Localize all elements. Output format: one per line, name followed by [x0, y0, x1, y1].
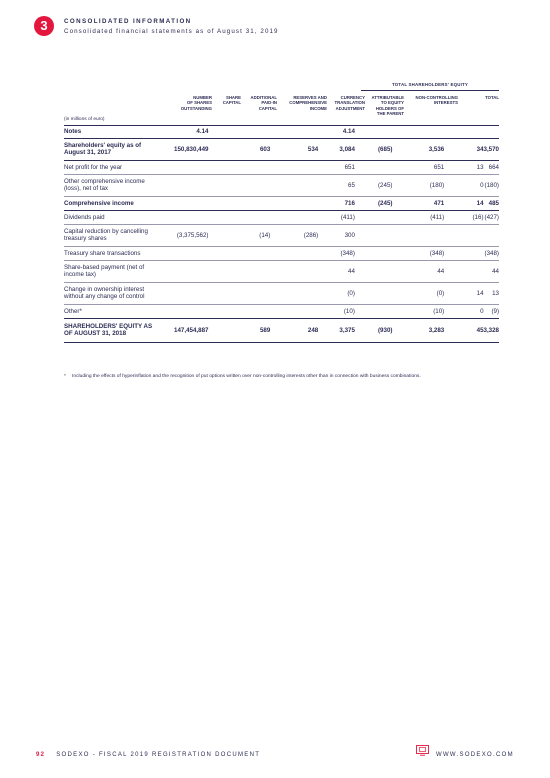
row-label: Shareholders' equity as of August 31, 2017	[64, 138, 158, 160]
cell-non-controlling-interests	[444, 224, 483, 246]
section-title: CONSOLIDATED INFORMATION	[64, 18, 192, 25]
cell-total: (427)	[484, 210, 499, 224]
cell-reserves-comprehensive-income: 3,084	[318, 138, 355, 160]
row-label: Dividends paid	[64, 210, 158, 224]
cell-currency-translation-adjustment	[355, 304, 393, 318]
cell-reserves-comprehensive-income: (411)	[318, 210, 355, 224]
spacer-cell	[208, 160, 235, 174]
cell-currency-translation-adjustment: (685)	[355, 138, 393, 160]
cell-share-capital: (14)	[236, 224, 271, 246]
cell-total	[484, 224, 499, 246]
cell-total: 664	[484, 160, 499, 174]
cell-attributable-parent: 651	[392, 160, 444, 174]
cell-additional-paid-in-capital	[270, 174, 318, 196]
cell-attributable-parent	[392, 224, 444, 246]
table-row	[64, 210, 499, 224]
col-header-shares-outstanding: NUMBER OF SHARES OUTSTANDING	[180, 95, 212, 111]
cell-share-capital	[236, 126, 271, 138]
cell-share-capital	[236, 174, 271, 196]
cell-currency-translation-adjustment	[355, 246, 393, 260]
cell-shares-outstanding	[158, 246, 209, 260]
cell-currency-translation-adjustment	[355, 224, 393, 246]
cell-share-capital	[236, 304, 271, 318]
cell-additional-paid-in-capital	[270, 210, 318, 224]
cell-reserves-comprehensive-income: 4.14	[318, 126, 355, 138]
cell-shares-outstanding	[158, 160, 209, 174]
row-label: Share-based payment (net of income tax)	[64, 260, 158, 282]
cell-shares-outstanding: (3,375,562)	[158, 224, 209, 246]
equity-table	[64, 126, 499, 343]
cell-total: 13	[484, 282, 499, 304]
table-row	[64, 138, 499, 160]
table-row	[64, 318, 499, 342]
group-header: TOTAL SHAREHOLDERS' EQUITY	[391, 82, 468, 87]
cell-non-controlling-interests: 0	[444, 304, 483, 318]
cell-reserves-comprehensive-income: (348)	[318, 246, 355, 260]
cell-reserves-comprehensive-income: 716	[318, 196, 355, 210]
cell-share-capital	[236, 246, 271, 260]
website-link[interactable]: WWW.SODEXO.COM	[436, 752, 514, 758]
row-label: Other comprehensive income (loss), net of tax	[64, 174, 158, 196]
row-label: Notes	[64, 126, 158, 138]
cell-total: 3,570	[484, 138, 499, 160]
cell-reserves-comprehensive-income: 3,375	[318, 318, 355, 342]
cell-reserves-comprehensive-income: 651	[318, 160, 355, 174]
cell-non-controlling-interests: (16)	[444, 210, 483, 224]
cell-shares-outstanding: 150,830,449	[158, 138, 209, 160]
cell-non-controlling-interests: 14	[444, 282, 483, 304]
cell-currency-translation-adjustment	[355, 282, 393, 304]
col-header-currency-translation: CURRENCY TRANSLATION ADJUSTMENT	[334, 95, 365, 111]
col-header-additional-paid-in-capital: ADDITIONAL PAID-IN CAPITAL	[250, 95, 277, 111]
cell-total: 44	[484, 260, 499, 282]
cell-share-capital: 589	[236, 318, 271, 342]
cell-non-controlling-interests	[444, 126, 483, 138]
cell-shares-outstanding: 147,454,887	[158, 318, 209, 342]
cell-non-controlling-interests: 45	[444, 318, 483, 342]
cell-attributable-parent: 44	[392, 260, 444, 282]
cell-non-controlling-interests: 13	[444, 160, 483, 174]
group-header-rule	[361, 90, 499, 91]
table-row	[64, 126, 499, 138]
cell-attributable-parent: (348)	[392, 246, 444, 260]
cell-currency-translation-adjustment: (245)	[355, 196, 393, 210]
cell-additional-paid-in-capital	[270, 196, 318, 210]
cell-currency-translation-adjustment: (930)	[355, 318, 393, 342]
col-header-reserves-comprehensive-income: RESERVES AND COMPREHENSIVE INCOME	[289, 95, 327, 111]
cell-reserves-comprehensive-income: 300	[318, 224, 355, 246]
cell-shares-outstanding	[158, 196, 209, 210]
spacer-cell	[208, 304, 235, 318]
cell-attributable-parent: (0)	[392, 282, 444, 304]
cell-additional-paid-in-capital	[270, 246, 318, 260]
row-label: Capital reduction by cancelling treasury shares	[64, 224, 158, 246]
cell-share-capital: 603	[236, 138, 271, 160]
cell-reserves-comprehensive-income: 44	[318, 260, 355, 282]
cell-currency-translation-adjustment	[355, 260, 393, 282]
col-header-share-capital: SHARE CAPITAL	[222, 95, 241, 106]
row-label: Comprehensive income	[64, 196, 158, 210]
cell-currency-translation-adjustment: (245)	[355, 174, 393, 196]
spacer-cell	[208, 210, 235, 224]
footnote-text: Including the effects of hyperinflation and the recognition of put options written over non-controlling interests other than in connection with business combinations.	[72, 374, 421, 379]
cell-attributable-parent: 3,536	[392, 138, 444, 160]
table-row	[64, 196, 499, 210]
spacer-cell	[208, 174, 235, 196]
cell-shares-outstanding	[158, 282, 209, 304]
cell-shares-outstanding	[158, 174, 209, 196]
cell-shares-outstanding	[158, 260, 209, 282]
col-header-attributable-parent: ATTRIBUTABLE TO EQUITY HOLDERS OF THE PARENT	[371, 95, 404, 117]
cell-reserves-comprehensive-income: (10)	[318, 304, 355, 318]
row-label: Treasury share transactions	[64, 246, 158, 260]
cell-share-capital	[236, 196, 271, 210]
table-row	[64, 174, 499, 196]
footnote-marker: *	[64, 374, 66, 379]
spacer-cell	[208, 126, 235, 138]
cell-reserves-comprehensive-income: 65	[318, 174, 355, 196]
table-row	[64, 260, 499, 282]
table-row	[64, 224, 499, 246]
spacer-cell	[208, 318, 235, 342]
footnote	[64, 373, 494, 380]
cell-attributable-parent: 3,283	[392, 318, 444, 342]
row-label: SHAREHOLDERS' EQUITY AS OF AUGUST 31, 2018	[64, 318, 158, 342]
table-row	[64, 160, 499, 174]
cell-reserves-comprehensive-income: (0)	[318, 282, 355, 304]
cell-shares-outstanding: 4.14	[158, 126, 209, 138]
document-title: SODEXO - FISCAL 2019 REGISTRATION DOCUMENT	[56, 752, 261, 758]
spacer-cell	[208, 224, 235, 246]
cell-attributable-parent	[392, 126, 444, 138]
cell-currency-translation-adjustment	[355, 126, 393, 138]
cell-shares-outstanding	[158, 210, 209, 224]
cell-share-capital	[236, 210, 271, 224]
units-label: (in millions of euro)	[64, 117, 105, 122]
col-header-non-controlling: NON-CONTROLLING INTERESTS	[415, 95, 458, 106]
cell-attributable-parent: (10)	[392, 304, 444, 318]
cell-additional-paid-in-capital: (286)	[270, 224, 318, 246]
spacer-cell	[208, 260, 235, 282]
cell-currency-translation-adjustment	[355, 160, 393, 174]
cell-currency-translation-adjustment	[355, 210, 393, 224]
cell-shares-outstanding	[158, 304, 209, 318]
page-footer	[36, 752, 260, 758]
row-label: Net profit for the year	[64, 160, 158, 174]
cell-additional-paid-in-capital: 248	[270, 318, 318, 342]
cell-attributable-parent: 471	[392, 196, 444, 210]
cell-total: (9)	[484, 304, 499, 318]
spacer-cell	[208, 282, 235, 304]
cell-attributable-parent: (180)	[392, 174, 444, 196]
table-row	[64, 304, 499, 318]
row-label: Change in ownership interest without any change of control	[64, 282, 158, 304]
spacer-cell	[208, 138, 235, 160]
cell-non-controlling-interests	[444, 246, 483, 260]
cell-total: (348)	[484, 246, 499, 260]
spacer-cell	[208, 246, 235, 260]
cell-non-controlling-interests: 0	[444, 174, 483, 196]
cell-total: 3,328	[484, 318, 499, 342]
chapter-badge: 3	[34, 16, 54, 36]
table-row	[64, 282, 499, 304]
cell-share-capital	[236, 260, 271, 282]
page-number: 92	[36, 752, 46, 758]
cell-non-controlling-interests: 34	[444, 138, 483, 160]
cell-additional-paid-in-capital	[270, 126, 318, 138]
cell-share-capital	[236, 282, 271, 304]
cell-additional-paid-in-capital	[270, 260, 318, 282]
cell-total: 485	[484, 196, 499, 210]
cell-non-controlling-interests: 14	[444, 196, 483, 210]
cell-additional-paid-in-capital	[270, 304, 318, 318]
row-label: Other*	[64, 304, 158, 318]
cell-attributable-parent: (411)	[392, 210, 444, 224]
document-icon[interactable]	[416, 745, 429, 756]
cell-additional-paid-in-capital: 534	[270, 138, 318, 160]
cell-total	[484, 126, 499, 138]
section-subtitle: Consolidated financial statements as of August 31, 2019	[64, 28, 279, 35]
cell-share-capital	[236, 160, 271, 174]
table-row	[64, 246, 499, 260]
cell-non-controlling-interests	[444, 260, 483, 282]
cell-additional-paid-in-capital	[270, 160, 318, 174]
spacer-cell	[208, 196, 235, 210]
cell-total: (180)	[484, 174, 499, 196]
col-header-total: TOTAL	[485, 95, 499, 100]
cell-additional-paid-in-capital	[270, 282, 318, 304]
